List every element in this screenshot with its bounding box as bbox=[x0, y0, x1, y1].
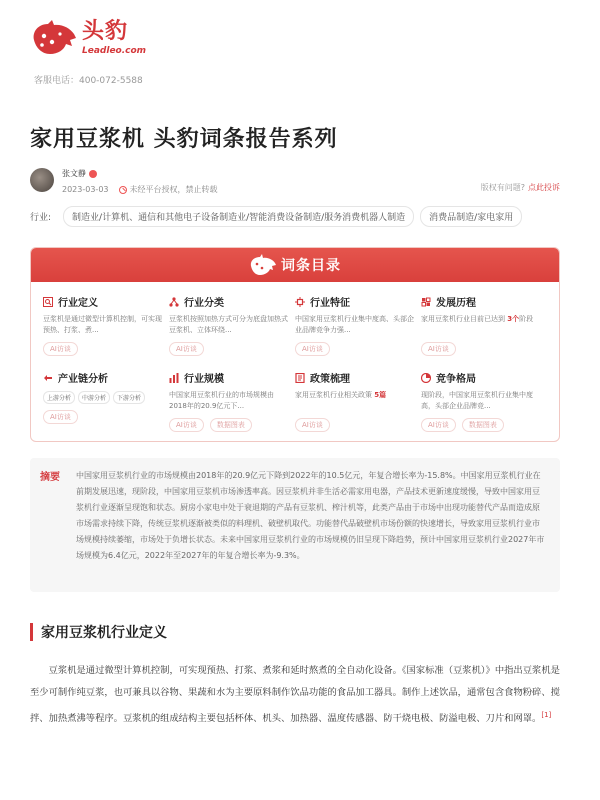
logo-english: Leadleo.com bbox=[82, 46, 147, 56]
toc-item-desc bbox=[421, 314, 541, 336]
copyright-question: 版权有问题? bbox=[480, 183, 525, 192]
search-icon bbox=[43, 297, 53, 307]
header bbox=[30, 18, 146, 58]
copyright-feedback bbox=[481, 182, 560, 193]
publish-date: 2023-03-03 bbox=[62, 185, 109, 194]
toc-item-classification[interactable] bbox=[169, 290, 295, 366]
leopard-logo-icon bbox=[30, 18, 78, 58]
industry-tag[interactable]: 消费品制造/家电家用 bbox=[420, 206, 522, 227]
section-title: 家用豆浆机行业定义 bbox=[41, 625, 167, 641]
toc-item-title: 发展历程 bbox=[436, 298, 476, 309]
logo-chinese: 头豹 bbox=[82, 19, 129, 44]
page-title: 家用豆浆机 头豹词条报告系列 bbox=[30, 127, 338, 152]
section-accent-bar bbox=[30, 623, 33, 641]
author-name[interactable] bbox=[62, 168, 218, 179]
toc-item-title: 行业规模 bbox=[184, 374, 224, 385]
copyright-notice: 未经平台授权，禁止转载 bbox=[129, 185, 218, 194]
history-icon bbox=[421, 297, 431, 307]
toc-item-title: 竞争格局 bbox=[436, 374, 476, 385]
toc-item-definition[interactable] bbox=[43, 290, 169, 366]
toc-item-industry-chain[interactable] bbox=[43, 366, 169, 442]
ai-interview-chip[interactable]: AI访谈 bbox=[421, 418, 456, 432]
chain-icon bbox=[43, 373, 53, 383]
section-body-text: 豆浆机是通过微型计算机控制，可实现预热、打浆、煮浆和延时熬煮的全自动化设备。《国家标准（豆浆机）》中指出豆浆机是至少可制作纯豆浆，也可兼具以谷物、果蔬和水为主要原料制作饮品功能的食品加工器具。制作上述饮品，通常包含食物粉碎、搅拌、加热煮沸等程序。豆浆机的组成结构主要包括杯体、机头、加热器、温度传感器、防干烧电极、防溢电极、刀片和网罩。 bbox=[30, 665, 560, 725]
summary-label: 摘要 bbox=[40, 472, 60, 483]
table-of-contents bbox=[30, 247, 560, 442]
author-block bbox=[30, 168, 218, 195]
toc-item-desc: 中国家用豆浆机行业的市场规模由2018年的20.9亿元下... bbox=[169, 391, 274, 410]
toc-item-title: 行业分类 bbox=[184, 298, 224, 309]
midstream-tag[interactable]: 中游分析 bbox=[78, 391, 110, 404]
toc-item-title: 行业特征 bbox=[310, 298, 350, 309]
toc-item-desc: 豆浆机是通过微型计算机控制，可实现预热、打浆、煮... bbox=[43, 315, 162, 334]
leopard-icon bbox=[249, 254, 277, 276]
verified-badge-icon bbox=[89, 170, 97, 178]
ai-interview-chip[interactable]: AI访谈 bbox=[43, 410, 78, 424]
author-meta bbox=[62, 184, 218, 195]
author-name-text: 张文静 bbox=[62, 169, 86, 178]
toc-item-title: 政策梳理 bbox=[310, 374, 350, 385]
toc-desc-suffix: 阶段 bbox=[519, 315, 534, 323]
category-icon bbox=[169, 297, 179, 307]
feature-icon bbox=[295, 297, 305, 307]
ai-interview-chip[interactable]: AI访谈 bbox=[169, 342, 204, 356]
policy-icon bbox=[295, 373, 305, 383]
data-chart-chip[interactable]: 数据图表 bbox=[210, 418, 252, 432]
industry-tag[interactable]: 制造业/计算机、通信和其他电子设备制造业/智能消费设备制造/服务消费机器人制造 bbox=[63, 206, 414, 227]
stage-count: 3个 bbox=[507, 315, 520, 323]
toc-item-desc: 现阶段，中国家用豆浆机行业集中度高，头部企业品牌竞... bbox=[421, 391, 533, 410]
logo[interactable] bbox=[30, 18, 146, 58]
toc-item-policy[interactable] bbox=[295, 366, 421, 442]
pie-chart-icon bbox=[421, 373, 431, 383]
upstream-tag[interactable]: 上游分析 bbox=[43, 391, 75, 404]
ai-interview-chip[interactable]: AI访谈 bbox=[421, 342, 456, 356]
toc-item-desc bbox=[295, 390, 415, 412]
complaint-link[interactable]: 点此投诉 bbox=[528, 183, 560, 192]
toc-item-desc: 中国家用豆浆机行业集中度高、头部企业品牌竞争力强... bbox=[295, 315, 414, 334]
policy-count: 5篇 bbox=[374, 391, 387, 399]
customer-service-phone: 客服电话：400-072-5588 bbox=[34, 76, 143, 86]
toc-desc-text: 家用豆浆机行业相关政策 bbox=[295, 391, 375, 399]
prohibited-icon bbox=[119, 186, 127, 194]
toc-item-history[interactable] bbox=[421, 290, 547, 366]
toc-title: 词条目录 bbox=[281, 258, 341, 274]
ai-interview-chip[interactable]: AI访谈 bbox=[43, 342, 78, 356]
summary-box bbox=[30, 458, 560, 592]
bar-chart-icon bbox=[169, 373, 179, 383]
toc-item-desc: 豆浆机按照加热方式可分为底盘加热式豆浆机、立体环绕... bbox=[169, 315, 288, 334]
data-chart-chip[interactable]: 数据图表 bbox=[462, 418, 504, 432]
toc-header bbox=[31, 248, 559, 282]
avatar[interactable] bbox=[30, 168, 54, 192]
ai-interview-chip[interactable]: AI访谈 bbox=[295, 418, 330, 432]
toc-item-title: 行业定义 bbox=[58, 298, 98, 309]
section-heading bbox=[30, 622, 167, 642]
toc-item-competition[interactable] bbox=[421, 366, 547, 442]
industry-row bbox=[30, 206, 522, 227]
ai-interview-chip[interactable]: AI访谈 bbox=[169, 418, 204, 432]
ai-interview-chip[interactable]: AI访谈 bbox=[295, 342, 330, 356]
industry-label: 行业: bbox=[30, 213, 52, 223]
downstream-tag[interactable]: 下游分析 bbox=[113, 391, 145, 404]
toc-item-market-size[interactable] bbox=[169, 366, 295, 442]
reference-link[interactable]: [1] bbox=[541, 711, 552, 719]
toc-desc-text: 家用豆浆机行业目前已达到 bbox=[421, 315, 508, 323]
toc-item-features[interactable] bbox=[295, 290, 421, 366]
summary-text: 中国家用豆浆机行业的市场规模由2018年的20.9亿元下降到2022年的10.5亿元，年复合增长率为-15.8%。中国家用豆浆机行业在前期发展迅速，现阶段，中国家用豆浆机市场渗透率高。因豆浆机并非生活必需家用电器，产品技术更新速度缓慢，导致中国家用豆浆机行业逐渐呈现饱和状态。厨房小家电中处于衰退期的产品有豆浆机、榨汁机等，此类产品由于市场中出现功能替代产品而造成原市场需求持续下降，传统豆浆机逐渐被类似的料理机、破壁机取代。功能替代品破壁机市场份额的快速增长，导致家用豆浆机行业市场规模持续萎缩，市场处于负增长状态。未来中国家用豆浆机行业的市场规模仍旧呈现下降趋势，预计中国家用豆浆机行业2027年市场规模为6.4亿元，2022年至2027年的年复合增长率为-9.3%。 bbox=[76, 471, 545, 560]
toc-item-title: 产业链分析 bbox=[58, 374, 108, 385]
section-body bbox=[30, 660, 560, 730]
